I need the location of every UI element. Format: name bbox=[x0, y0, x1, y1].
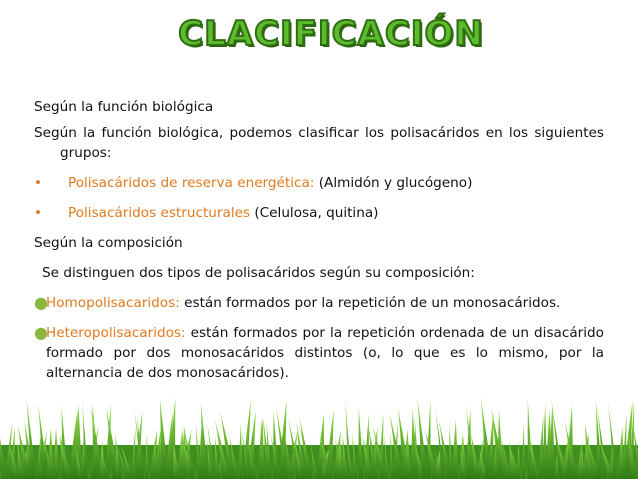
list-item bbox=[34, 323, 604, 383]
grass-decoration bbox=[0, 395, 638, 479]
term-structural-rest: (Celulosa, quitina) bbox=[250, 205, 379, 221]
term-structural: Polisacáridos estructurales bbox=[68, 205, 251, 221]
bullet-icon: ● bbox=[34, 323, 48, 342]
section-intro-composition: Se distinguen dos tipos de polisacáridos según su composición: bbox=[42, 265, 475, 281]
list-item bbox=[34, 173, 604, 193]
list-item bbox=[34, 203, 604, 223]
term-homo-rest: están formados por la repetición de un monosacáridos. bbox=[179, 295, 561, 311]
term-hetero: Heteropolisacaridos: bbox=[46, 325, 186, 341]
title-area bbox=[0, 14, 638, 54]
slide-title: CLACIFICACIÓN bbox=[178, 14, 484, 54]
section-heading-function: Según la función biológica bbox=[34, 99, 214, 115]
slide-content bbox=[34, 97, 604, 383]
bullet-icon: • bbox=[34, 175, 43, 191]
bullet-icon: ● bbox=[34, 293, 48, 312]
term-hetero-rest: están formados por la repetición ordenada de un disacárido formado por dos monosacáridos distintos (o, lo que es lo mismo, por la alternancia de dos monosacáridos). bbox=[46, 325, 604, 381]
section-heading-composition: Según la composición bbox=[34, 235, 183, 251]
grass-blade bbox=[358, 407, 363, 479]
term-reserve-rest: (Almidón y glucógeno) bbox=[314, 175, 473, 191]
bullet-icon: • bbox=[34, 205, 43, 221]
list-item bbox=[34, 293, 604, 313]
term-reserve: Polisacáridos de reserva energética: bbox=[68, 175, 315, 191]
section-intro-function: Según la función biológica, podemos clasificar los polisacáridos en los siguientes grupos: bbox=[34, 125, 604, 161]
term-homo: Homopolisacaridos: bbox=[46, 295, 180, 311]
